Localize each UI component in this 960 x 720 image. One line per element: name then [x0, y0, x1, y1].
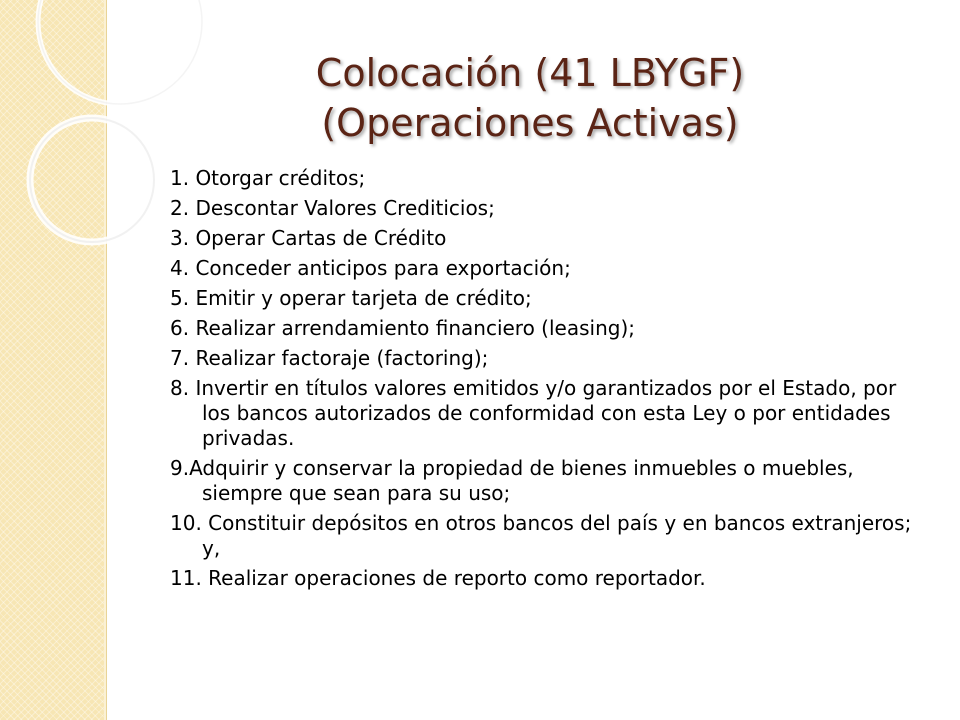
list-item: 5. Emitir y operar tarjeta de crédito; [170, 286, 532, 310]
list-item: 2. Descontar Valores Crediticios; [170, 196, 495, 220]
list-item: 3. Operar Cartas de Crédito [170, 226, 447, 250]
list-item: 4. Conceder anticipos para exportación; [170, 256, 571, 280]
list-item: 10. Constituir depósitos en otros bancos del país y en bancos extranjeros; y, [170, 511, 912, 560]
list-item: 8. Invertir en títulos valores emitidos y/o garantizados por el Estado, por los bancos autorizados de conformidad con esta Ley o por entidades privadas. [170, 376, 897, 450]
list-item: 1. Otorgar créditos; [170, 166, 366, 190]
list-item: 11. Realizar operaciones de reporto como reportador. [170, 566, 706, 590]
slide-title-line-2: (Operaciones Activas) [321, 101, 739, 145]
list-item: 9.Adquirir y conservar la propiedad de bienes inmuebles o muebles, siempre que sean para su uso; [170, 456, 854, 505]
slide-title-line-1: Colocación (41 LBYGF) [315, 51, 745, 95]
operations-list [170, 166, 930, 596]
list-item: 7. Realizar factoraje (factoring); [170, 346, 489, 370]
list-item: 6. Realizar arrendamiento financiero (leasing); [170, 316, 635, 340]
slide-title [180, 48, 880, 148]
